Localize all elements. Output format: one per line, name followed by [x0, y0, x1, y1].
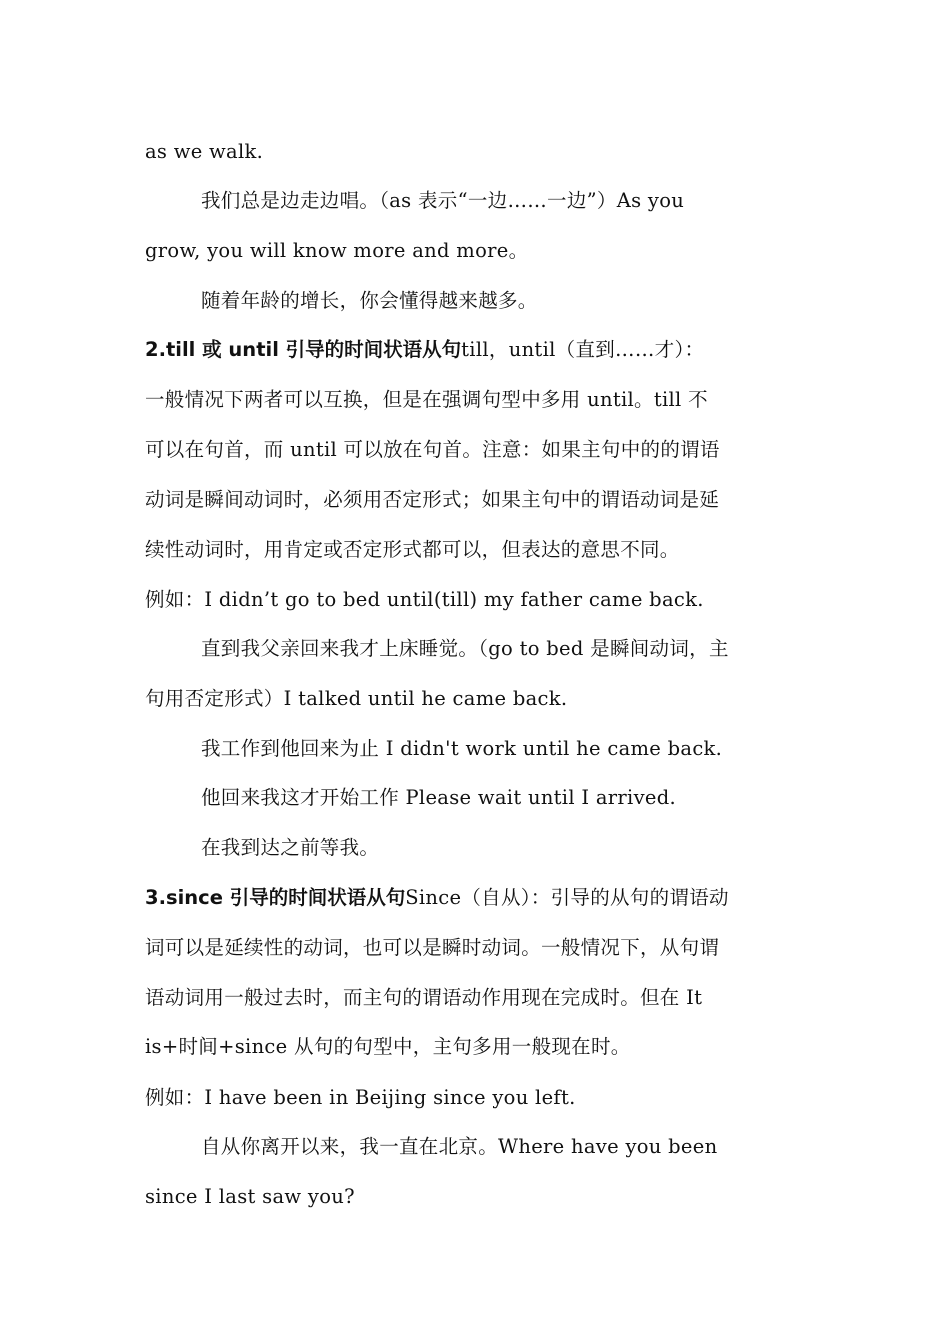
- text-span: till，until（直到……才）：: [461, 338, 705, 361]
- text-line: 例如：I didn’t go to bed until(till) my father came back.: [145, 588, 704, 611]
- section-3-line: [145, 884, 729, 912]
- text-line: as we walk.: [145, 140, 264, 163]
- text-line: 他回来我这才开始工作 Please wait until I arrived.: [201, 786, 677, 809]
- text-line: 我们总是边走边唱。（as 表示“一边……一边”）As you: [201, 189, 685, 212]
- text-line: 动词是瞬间动词时，必须用否定形式；如果主句中的谓语动词是延: [145, 488, 720, 511]
- text-line: since I last saw you?: [145, 1185, 355, 1208]
- text-line: is+时间+since 从句的句型中，主句多用一般现在时。: [145, 1035, 631, 1058]
- text-span: Since（自从）：引导的从句的谓语动: [405, 886, 729, 909]
- text-line: grow, you will know more and more。: [145, 239, 529, 262]
- section-2-line: [145, 336, 704, 364]
- text-line: 随着年龄的增长，你会懂得越来越多。: [201, 289, 538, 312]
- section-heading: 2.till 或 until 引导的时间状语从句: [145, 338, 462, 361]
- text-line: 在我到达之前等我。: [201, 836, 380, 859]
- text-line: 语动词用一般过去时，而主句的谓语动作用现在完成时。但在 It: [145, 986, 703, 1009]
- text-line: 可以在句首，而 until 可以放在句首。注意：如果主句中的的谓语: [145, 438, 720, 461]
- section-heading: 3.since 引导的时间状语从句: [145, 886, 406, 909]
- text-line: 一般情况下两者可以互换，但是在强调句型中多用 until。till 不: [145, 388, 708, 411]
- text-line: 直到我父亲回来我才上床睡觉。（go to bed 是瞬间动词，主: [201, 637, 729, 660]
- text-line: 我工作到他回来为止 I didn't work until he came back.: [201, 737, 723, 760]
- text-line: 句用否定形式）I talked until he came back.: [145, 687, 568, 710]
- text-line: 自从你离开以来，我一直在北京。Where have you been: [201, 1135, 718, 1158]
- text-line: 例如：I have been in Beijing since you left.: [145, 1086, 576, 1109]
- text-line: 词可以是延续性的动词，也可以是瞬时动词。一般情况下，从句谓: [145, 936, 720, 959]
- text-line: 续性动词时，用肯定或否定形式都可以，但表达的意思不同。: [145, 538, 680, 561]
